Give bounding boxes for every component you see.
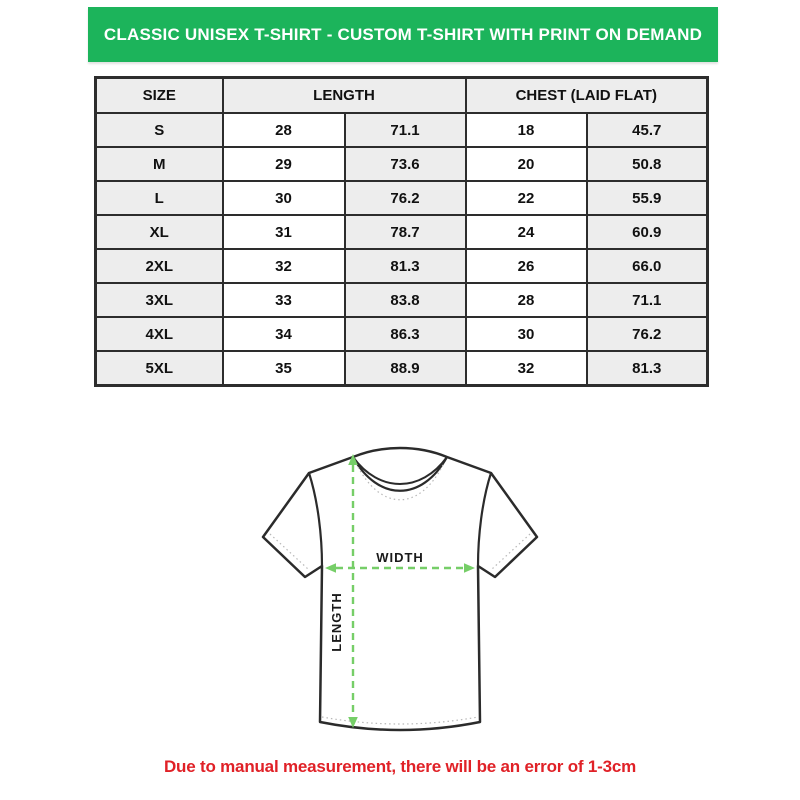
page-title: CLASSIC UNISEX T-SHIRT - CUSTOM T-SHIRT WITH PRINT ON DEMAND [103, 24, 703, 44]
length-dimension-label: LENGTH [329, 592, 344, 652]
cell-length-cm: 86.3 [345, 317, 466, 351]
cell-size: 4XL [96, 317, 223, 351]
width-dimension-label: WIDTH [376, 550, 424, 565]
size-table-body [96, 113, 708, 386]
cell-size: 5XL [96, 351, 223, 386]
cell-chest-cm: 81.3 [587, 351, 708, 386]
measurement-error-note: Due to manual measurement, there will be an error of 1-3cm [163, 757, 637, 776]
cell-chest-in: 26 [466, 249, 587, 283]
cell-length-in: 30 [223, 181, 345, 215]
cell-chest-in: 18 [466, 113, 587, 147]
cell-chest-cm: 50.8 [587, 147, 708, 181]
cell-length-cm: 76.2 [345, 181, 466, 215]
cell-chest-in: 28 [466, 283, 587, 317]
cell-size: S [96, 113, 223, 147]
cell-length-in: 29 [223, 147, 345, 181]
cell-length-cm: 73.6 [345, 147, 466, 181]
table-row [96, 181, 708, 215]
cell-chest-in: 20 [466, 147, 587, 181]
tshirt-diagram-svg [240, 436, 560, 748]
cell-chest-cm: 45.7 [587, 113, 708, 147]
cell-chest-in: 22 [466, 181, 587, 215]
title-banner [88, 7, 718, 62]
cell-length-cm: 88.9 [345, 351, 466, 386]
cell-size: M [96, 147, 223, 181]
cell-chest-cm: 76.2 [587, 317, 708, 351]
column-header-chest: CHEST (LAID FLAT) [466, 78, 708, 114]
cell-chest-cm: 60.9 [587, 215, 708, 249]
cell-length-in: 33 [223, 283, 345, 317]
cell-chest-cm: 55.9 [587, 181, 708, 215]
cell-length-in: 28 [223, 113, 345, 147]
cell-chest-in: 32 [466, 351, 587, 386]
cell-length-in: 32 [223, 249, 345, 283]
cell-length-cm: 83.8 [345, 283, 466, 317]
cell-length-cm: 78.7 [345, 215, 466, 249]
cell-chest-in: 24 [466, 215, 587, 249]
table-row [96, 113, 708, 147]
table-row [96, 147, 708, 181]
size-table [94, 76, 709, 387]
cell-length-in: 31 [223, 215, 345, 249]
cell-chest-cm: 66.0 [587, 249, 708, 283]
cell-length-in: 35 [223, 351, 345, 386]
cell-size: 2XL [96, 249, 223, 283]
table-row [96, 351, 708, 386]
tshirt-measurement-diagram [240, 436, 560, 748]
cell-chest-cm: 71.1 [587, 283, 708, 317]
table-header-row [96, 78, 708, 114]
table-row [96, 283, 708, 317]
cell-size: 3XL [96, 283, 223, 317]
table-row [96, 317, 708, 351]
cell-length-cm: 81.3 [345, 249, 466, 283]
table-row [96, 215, 708, 249]
column-header-size: SIZE [96, 78, 223, 114]
cell-chest-in: 30 [466, 317, 587, 351]
cell-size: XL [96, 215, 223, 249]
table-row [96, 249, 708, 283]
cell-length-cm: 71.1 [345, 113, 466, 147]
cell-size: L [96, 181, 223, 215]
column-header-length: LENGTH [223, 78, 466, 114]
cell-length-in: 34 [223, 317, 345, 351]
